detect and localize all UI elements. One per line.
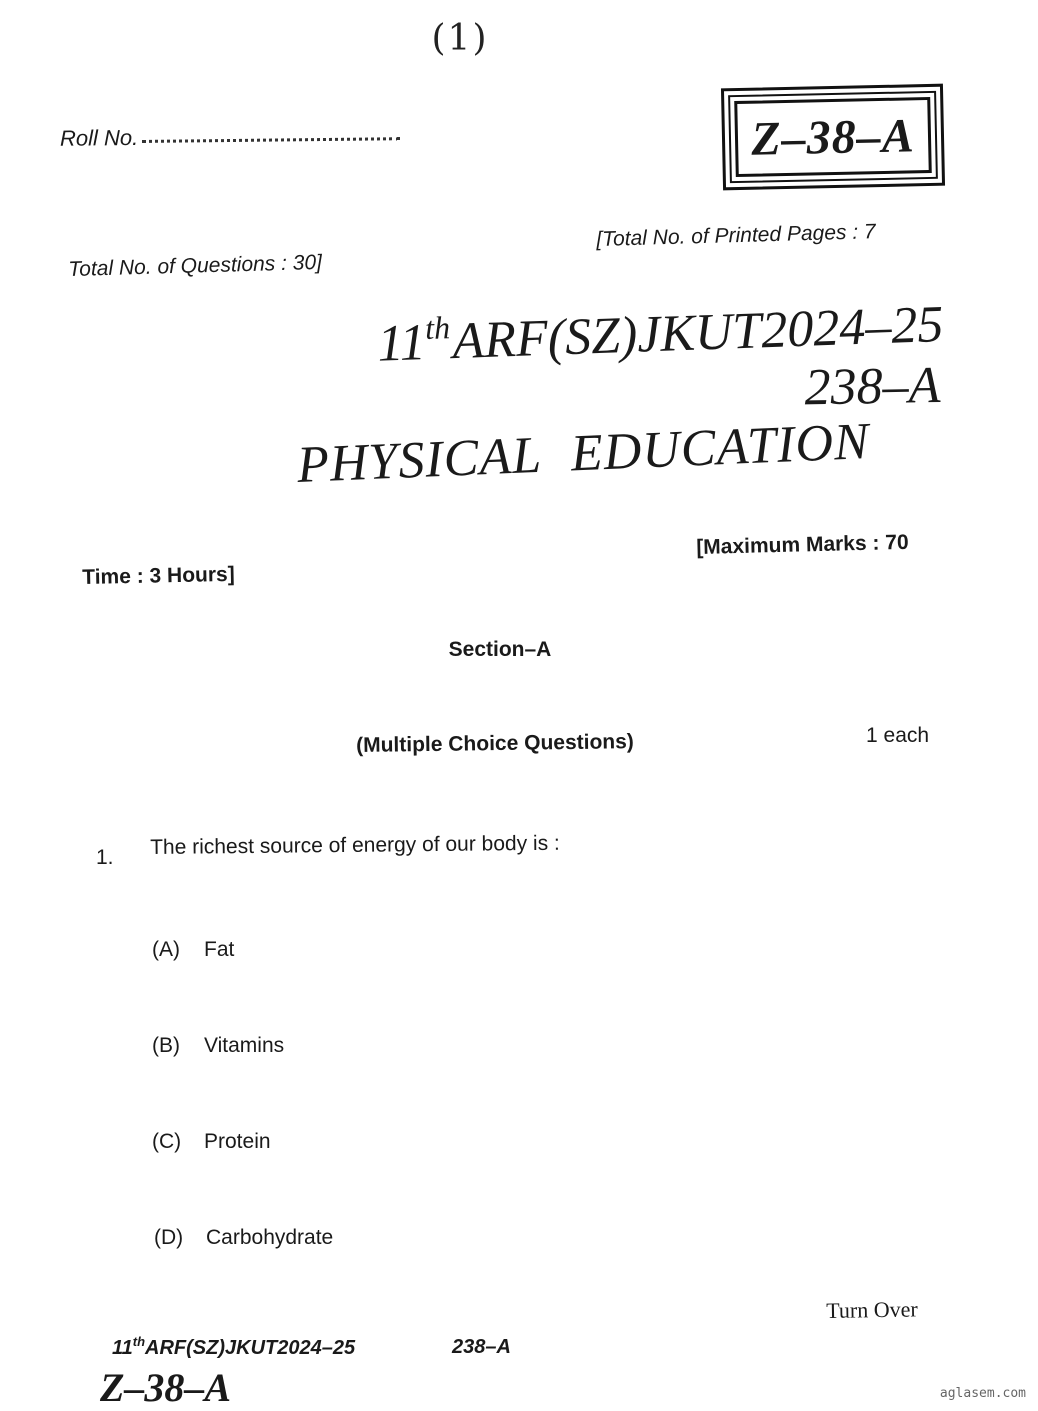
turn-over-note: Turn Over (826, 1296, 918, 1323)
option-c (152, 1130, 271, 1154)
printed-pages: [Total No. of Printed Pages : 7 (596, 220, 876, 251)
question-number: 1. (96, 846, 114, 869)
option-letter: (D) (154, 1226, 184, 1249)
option-text: Vitamins (204, 1034, 285, 1057)
option-letter: (C) (152, 1130, 182, 1153)
option-text: Protein (204, 1130, 271, 1153)
exam-code-rest: ARF(SZ)JKUT2024–25 (451, 295, 945, 371)
roll-number-blank (142, 137, 400, 143)
option-b (152, 1034, 284, 1058)
paper-code-box (721, 84, 945, 191)
footer-box-code: Z–38–A (100, 1365, 232, 1410)
option-text: Carbohydrate (206, 1226, 334, 1249)
section-title: Section–A (448, 638, 552, 661)
footer-code-rest: ARF(SZ)JKUT2024–25 (145, 1337, 356, 1359)
paper-code-box-text: Z–38–A (734, 97, 932, 177)
footer-code-prefix: 11 (112, 1337, 133, 1359)
option-a (152, 938, 234, 962)
option-letter: (A) (152, 938, 180, 961)
option-text: Fat (204, 938, 235, 961)
total-questions: Total No. of Questions : 30] (68, 250, 323, 281)
exam-code-prefix: 11 (376, 314, 427, 373)
page-number: (1) (431, 18, 489, 59)
marks-per-question: 1 each (866, 724, 930, 747)
option-d (154, 1226, 333, 1250)
footer-code-sup: th (132, 1334, 146, 1349)
footer-paper-code: 238–A (452, 1336, 511, 1358)
maximum-marks: [Maximum Marks : 70 (696, 530, 909, 559)
section-subtitle: (Multiple Choice Questions) (356, 730, 634, 757)
watermark: aglasem.com (939, 1386, 1026, 1401)
footer-exam-code (112, 1334, 355, 1360)
question-text: The richest source of energy of our body is : (150, 831, 560, 859)
exam-code-sup: th (424, 309, 451, 347)
roll-number-field (60, 122, 400, 152)
subject-title: PHYSICAL EDUCATION (296, 413, 871, 494)
paper-code: 238–A (804, 356, 942, 417)
option-letter: (B) (152, 1034, 180, 1057)
exam-time: Time : 3 Hours] (82, 562, 235, 589)
roll-number-label: Roll No. (60, 124, 139, 151)
